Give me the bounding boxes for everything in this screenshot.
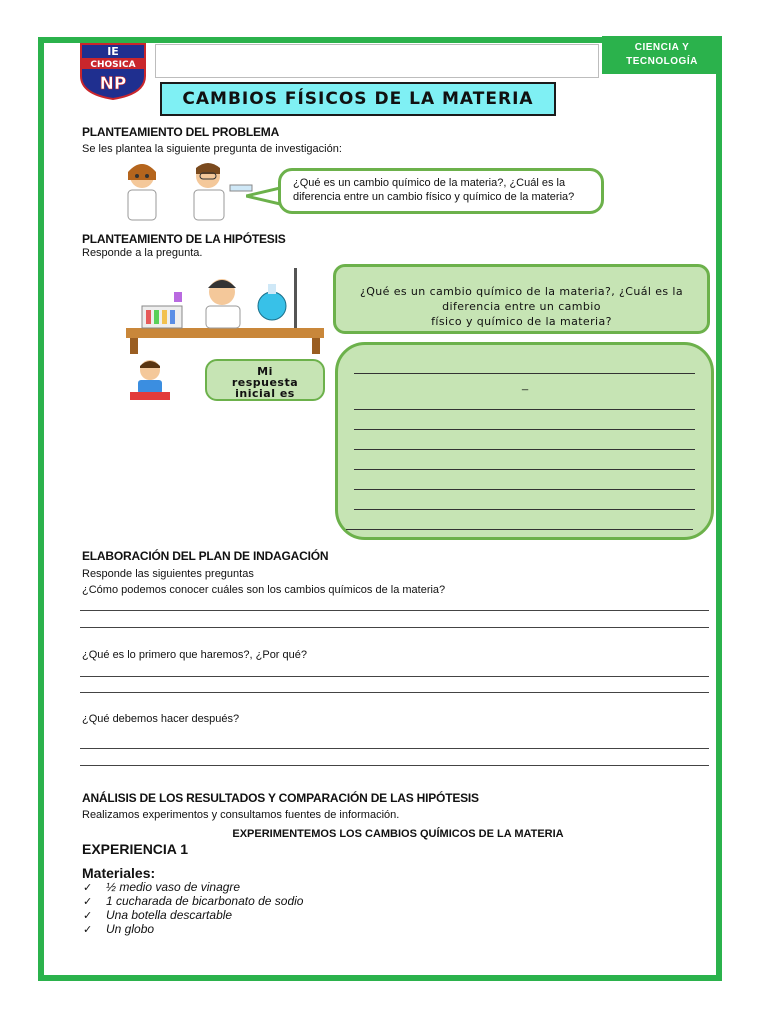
scientists-illustration	[110, 160, 255, 222]
hypothesis-answer-box[interactable]	[335, 342, 714, 540]
answer-line	[354, 409, 695, 410]
page-title: CAMBIOS FÍSICOS DE LA MATERIA	[160, 82, 556, 116]
subject-tag-line1: CIENCIA Y	[634, 42, 690, 53]
answer-line	[354, 509, 695, 510]
problem-intro: Se les plantea la siguiente pregunta de investigación:	[82, 143, 342, 155]
hypothesis-intro: Responde a la pregunta.	[82, 247, 203, 259]
subject-tag-line2: TECNOLOGÍA	[626, 56, 698, 67]
subject-tag	[602, 36, 722, 74]
logo-text-top: IE	[107, 45, 119, 58]
analysis-heading: ANÁLISIS DE LOS RESULTADOS Y COMPARACIÓN DE LAS HIPÓTESIS	[82, 791, 479, 805]
lab-illustration	[122, 262, 328, 356]
answer-line	[354, 449, 695, 450]
problem-question-line2: diferencia entre un cambio físico y químico de la materia?	[293, 191, 575, 203]
hypothesis-question-box	[333, 264, 710, 334]
answer-line	[80, 676, 709, 677]
school-logo	[78, 42, 148, 100]
logo-text-bottom: NP	[99, 74, 127, 94]
problem-question-bubble	[278, 168, 604, 214]
answer-line	[80, 627, 709, 628]
hypothesis-question-line1: ¿Qué es un cambio químico de la materia?, ¿Cuál es la	[360, 285, 683, 298]
material-item: 1 cucharada de bicarbonato de sodio	[106, 894, 304, 908]
experience-title: EXPERIENCIA 1	[82, 841, 189, 857]
my-answer-line2: respuesta	[231, 376, 299, 389]
hypothesis-question-line2: diferencia entre un cambio	[442, 300, 601, 313]
plan-question-1: ¿Cómo podemos conocer cuáles son los cambios químicos de la materia?	[82, 584, 446, 596]
answer-line	[354, 429, 695, 430]
check-icon: ✓	[83, 924, 93, 936]
problem-heading: PLANTEAMIENTO DEL PROBLEMA	[82, 125, 280, 139]
check-icon: ✓	[83, 910, 93, 922]
answer-line	[354, 489, 695, 490]
analysis-intro: Realizamos experimentos y consultamos fuentes de información.	[82, 809, 400, 821]
header-name-box	[155, 44, 599, 78]
material-item: Un globo	[106, 922, 155, 936]
analysis-subtitle-text: EXPERIMENTEMOS LOS CAMBIOS QUÍMICOS DE LA MATERIA	[232, 828, 564, 840]
answer-line	[346, 529, 693, 530]
logo-text-mid: CHOSICA	[90, 60, 136, 70]
problem-question-line1: ¿Qué es un cambio químico de la materia?, ¿Cuál es la	[293, 177, 566, 189]
my-answer-bubble	[205, 359, 325, 401]
my-answer-line1: Mi	[257, 365, 273, 378]
answer-line	[354, 373, 695, 374]
answer-line	[80, 748, 709, 749]
materials-title: Materiales:	[82, 865, 156, 881]
answer-line	[80, 765, 709, 766]
hypothesis-question-line3: físico y químico de la materia?	[431, 315, 612, 328]
material-item: ½ medio vaso de vinagre	[106, 880, 241, 894]
plan-question-2: ¿Qué es lo primero que haremos?, ¿Por qué?	[82, 649, 308, 661]
plan-question-3: ¿Qué debemos hacer después?	[82, 713, 240, 725]
check-icon: ✓	[83, 896, 93, 908]
hypothesis-heading: PLANTEAMIENTO DE LA HIPÓTESIS	[82, 232, 286, 246]
check-icon: ✓	[83, 882, 93, 894]
material-item: Una botella descartable	[106, 908, 233, 922]
answer-line	[354, 469, 695, 470]
plan-intro: Responde las siguientes preguntas	[82, 568, 254, 580]
child-illustration	[126, 358, 172, 402]
plan-heading: ELABORACIÓN DEL PLAN DE INDAGACIÓN	[82, 549, 329, 563]
analysis-subtitle	[0, 828, 768, 840]
answer-dash: _	[522, 379, 529, 391]
speech-bubble-tail	[246, 186, 282, 206]
answer-line	[80, 610, 709, 611]
my-answer-line3: inicial es	[235, 387, 295, 400]
answer-line	[80, 692, 709, 693]
